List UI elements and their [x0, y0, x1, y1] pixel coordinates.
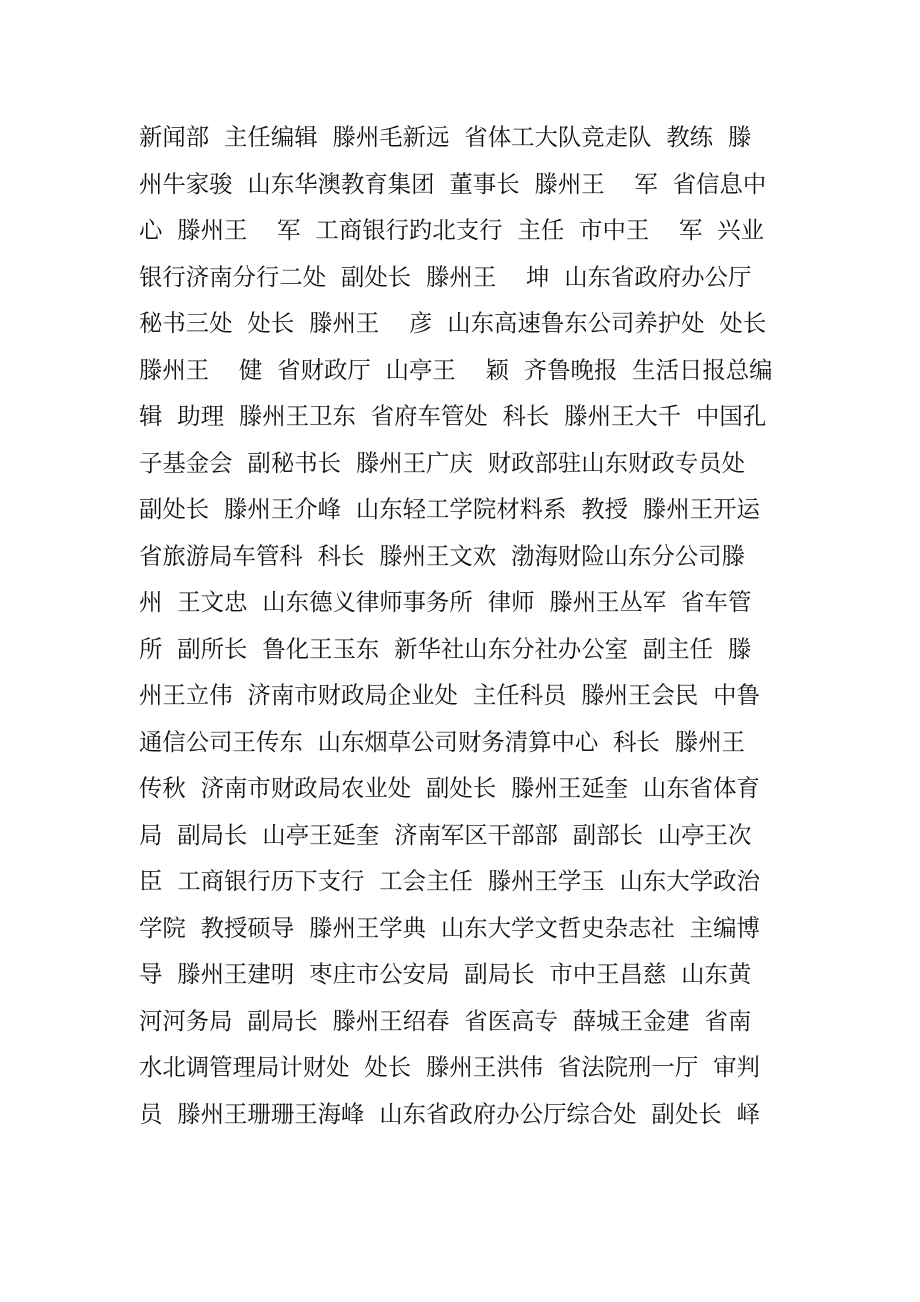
text-line-19: 导 滕州王建明 枣庄市公安局 副局长 市中王昌慈 山东黄 — [139, 960, 752, 988]
text-line-9: 副处长 滕州王介峰 山东轻工学院材料系 教授 滕州王开运 — [139, 495, 760, 523]
text-line-1: 新闻部 主任编辑 滕州毛新远 省体工大队竞走队 教练 滕 — [139, 123, 752, 151]
text-line-20: 河河务局 副局长 滕州王绍春 省医高专 薛城王金建 省南 — [139, 1006, 752, 1035]
text-line-18: 学院 教授硕导 滕州王学典 山东大学文哲史杂志社 主编博 — [139, 913, 760, 942]
text-line-13: 州王立伟 济南市财政局企业处 主任科员 滕州王会民 中鲁 — [139, 681, 760, 709]
text-line-17: 臣 工商银行历下支行 工会主任 滕州王学玉 山东大学政治 — [139, 867, 760, 895]
text-line-12: 所 副所长 鲁化王玉东 新华社山东分社办公室 副主任 滕 — [139, 634, 752, 663]
text-line-22: 员 滕州王珊珊王海峰 山东省政府办公厅综合处 副处长 峄 — [139, 1099, 760, 1128]
text-line-16: 局 副局长 山亭王延奎 济南军区干部部 副部长 山亭王次 — [139, 820, 752, 849]
text-line-15: 传秋 济南市财政局农业处 副处长 滕州王延奎 山东省体育 — [139, 774, 760, 802]
text-line-4: 银行济南分行二处 副处长 滕州王 坤 山东省政府办公厅 — [139, 262, 752, 291]
text-line-14: 通信公司王传东 山东烟草公司财务清算中心 科长 滕州王 — [139, 727, 745, 756]
text-line-2: 州牛家骏 山东华澳教育集团 董事长 滕州王 军 省信息中 — [139, 169, 767, 198]
text-line-6: 滕州王 健 省财政厅 山亭王 颖 齐鲁晚报 生活日报总编 — [139, 355, 773, 384]
text-line-8: 子基金会 副秘书长 滕州王广庆 财政部驻山东财政专员处 — [139, 448, 745, 477]
text-line-5: 秘书三处 处长 滕州王 彦 山东高速鲁东公司养护处 处长 — [139, 309, 767, 337]
text-line-7: 辑 助理 滕州王卫东 省府车管处 科长 滕州王大千 中国孔 — [139, 402, 767, 430]
text-line-10: 省旅游局车管科 科长 滕州王文欢 渤海财险山东分公司滕 — [139, 541, 745, 570]
document-body — [139, 114, 799, 1137]
text-line-11: 州 王文忠 山东德义律师事务所 律师 滕州王丛军 省车管 — [139, 588, 752, 616]
text-line-3: 心 滕州王 军 工商银行趵北支行 主任 市中王 军 兴业 — [139, 216, 765, 244]
text-line-21: 水北调管理局计财处 处长 滕州王洪伟 省法院刑一厅 审判 — [139, 1053, 760, 1081]
